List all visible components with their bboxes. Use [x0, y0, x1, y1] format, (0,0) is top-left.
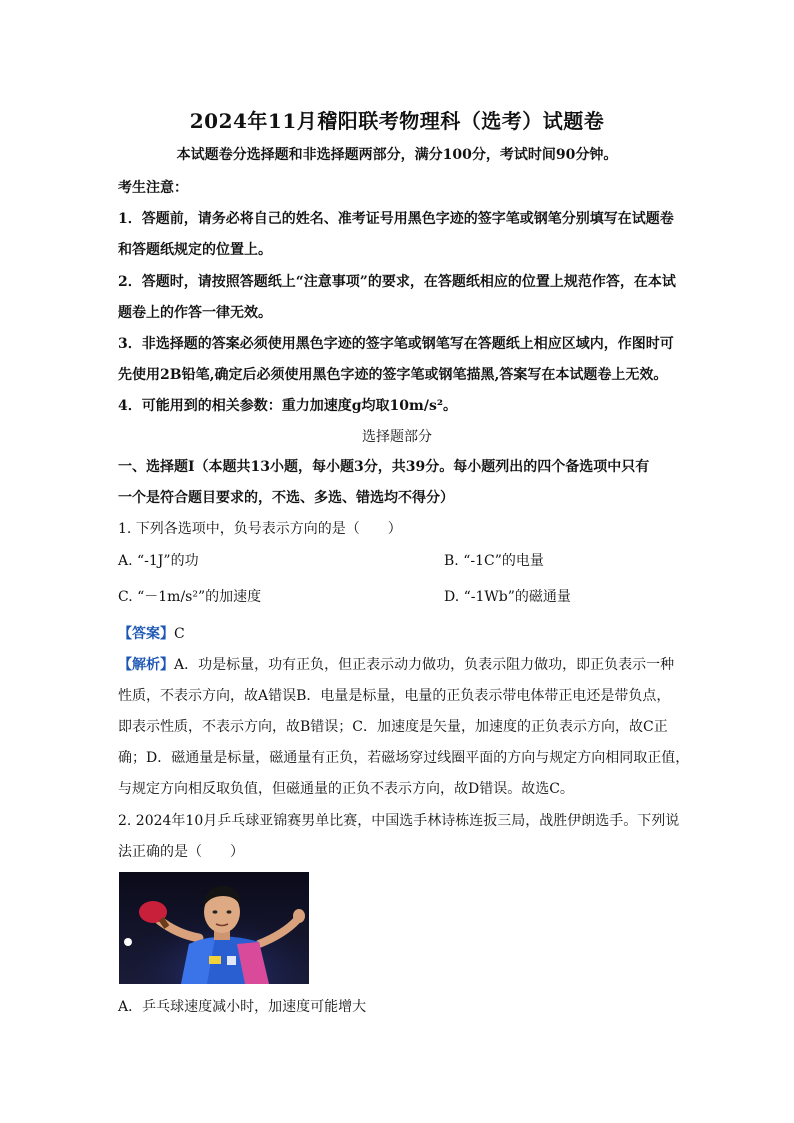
- section-instructions: 一个是符合题目要求的，不选、多选、错选均不得分）: [118, 490, 454, 506]
- notice-line: 1．答题前，请务必将自己的姓名、准考证号用黑色字迹的签字笔或钢笔分别填写在试题卷: [118, 211, 674, 227]
- question-1-stem: 1. 下列各选项中，负号表示方向的是（ ）: [118, 521, 402, 537]
- answer-value: C: [174, 626, 185, 642]
- analysis-line: 即表示性质，不表示方向，故B错误；C．加速度是矢量，加速度的正负表示方向，故C正: [118, 719, 668, 735]
- section-title: 选择题部分: [362, 429, 432, 445]
- question-2-stem: 2. 2024年10月乒乓球亚锦赛男单比赛，中国选手林诗栋连扳三局，战胜伊朗选手。下列说: [118, 813, 680, 829]
- question-2-stem: 法正确的是（ ）: [118, 844, 244, 860]
- analysis-line: 与规定方向相反取负值，但磁通量的正负不表示方向，故D错误。故选C。: [118, 781, 574, 797]
- question-1-answer: [118, 624, 185, 644]
- analysis-tag: 【解析】: [118, 657, 174, 673]
- question-1-option-b: B. “-1C”的电量: [444, 553, 544, 569]
- question-2-option-a: A．乒乓球速度减小时，加速度可能增大: [118, 999, 367, 1015]
- notice-line: 先使用2B铅笔,确定后必须使用黑色字迹的签字笔或钢笔描黑,答案写在本试题卷上无效。: [118, 367, 668, 383]
- answer-tag: 【答案】: [118, 626, 174, 642]
- analysis-line: A．功是标量，功有正负，但正表示动力做功，负表示阻力做功，即正负表示一种: [174, 657, 675, 673]
- analysis-line: 确；D．磁通量是标量，磁通量有正负，若磁场穿过线圈平面的方向与规定方向相同取正值，: [118, 750, 690, 766]
- notice-line: 题卷上的作答一律无效。: [118, 305, 272, 321]
- notice-line: 和答题纸规定的位置上。: [118, 242, 272, 258]
- page-title: 2024年11月稽阳联考物理科（选考）试题卷: [189, 109, 605, 133]
- question-1-option-c: C. “－1m/s²”的加速度: [118, 589, 262, 605]
- question-1-option-a: A. “-1J”的功: [118, 553, 199, 569]
- question-1-analysis: [118, 655, 674, 675]
- table-tennis-player-photo: [119, 872, 309, 984]
- section-instructions: 一、选择题Ⅰ（本题共13小题，每小题3分，共39分。每小题列出的四个备选项中只有: [118, 459, 650, 475]
- notice-heading: 考生注意：: [118, 180, 188, 196]
- analysis-line: 性质，不表示方向，故A错误B．电量是标量，电量的正负表示带电体带正电还是带负点，: [118, 688, 671, 704]
- question-1-option-d: D. “-1Wb”的磁通量: [444, 589, 571, 605]
- notice-line: 2．答题时，请按照答题纸上“注意事项”的要求，在答题纸相应的位置上规范作答，在本试: [118, 274, 676, 290]
- exam-subtitle: 本试题卷分选择题和非选择题两部分，满分100分，考试时间90分钟。: [176, 147, 618, 163]
- notice-line: 3．非选择题的答案必须使用黑色字迹的签字笔或钢笔写在答题纸上相应区域内，作图时可: [118, 336, 674, 352]
- notice-line: 4．可能用到的相关参数：重力加速度g均取10m/s²。: [118, 398, 457, 414]
